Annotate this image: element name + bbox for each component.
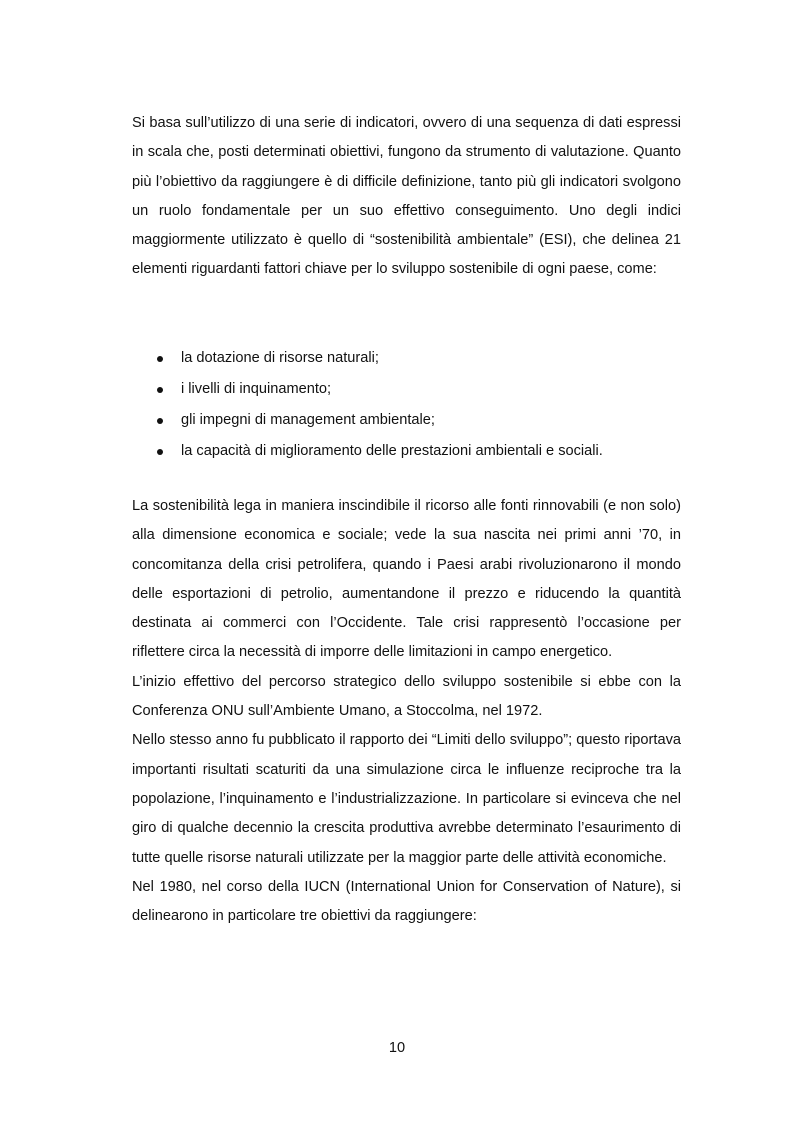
bullet-list: [132, 343, 681, 467]
paragraph: La sostenibilità lega in maniera inscindibile il ricorso alle fonti rinnovabili (e non solo) alla dimensione economica e sociale; vede la sua nascita nei primi anni ’70, in concomitanza della crisi petrolifera, quando i Paesi arabi rivoluzionarono il mondo delle esportazioni di petrolio, aumentandone il prezzo e riducendo la quantità destinata ai commerci con l’Occidente. Tale crisi rappresentò l’occasione per riflettere circa la necessità di imporre delle limitazioni in campo energetico.: [132, 498, 681, 661]
bullet-text: i livelli di inquinamento;: [181, 381, 332, 397]
paragraph: L’inizio effettivo del percorso strategico dello sviluppo sostenibile si ebbe con la Conferenza ONU sull’Ambiente Umano, a Stoccolma, nel 1972.: [132, 673, 681, 720]
paragraph: Si basa sull’utilizzo di una serie di indicatori, ovvero di una sequenza di dati espressi in scala che, posti determinati obiettivi, fungono da strumento di valutazione. Quanto più l’obiettivo da raggiungere è di difficile definizione, tanto più gli indicatori svolgono un ruolo fondamentale per un suo effettivo conseguimento. Uno degli indici maggiormente utilizzato è quello di “sostenibilità ambientale” (ESI), che delinea 21 elementi riguardanti fattori chiave per lo sviluppo sostenibile di ogni paese, come:: [132, 115, 681, 278]
bullet-item: [132, 374, 681, 405]
bullet-text: la capacità di miglioramento delle prestazioni ambientali e sociali.: [181, 443, 603, 459]
intro-paragraph-block: [132, 109, 681, 285]
bullet-icon: [157, 449, 163, 455]
paragraph: Nello stesso anno fu pubblicato il rapporto dei “Limiti dello sviluppo”; questo riportava importanti risultati scaturiti da una simulazione circa le influenze reciproche tra la popolazione, l’inquinamento e l’industrializzazione. In particolare si evinceva che nel giro di qualche decennio la crescita produttiva avrebbe determinato l’esaurimento di tutte quelle risorse naturali utilizzate per la maggior parte delle attività economiche.: [132, 732, 681, 866]
paragraph: Nel 1980, nel corso della IUCN (International Union for Conservation of Nature), si delinearono in particolare tre obiettivi da raggiungere:: [132, 878, 681, 925]
main-paragraph-block: [132, 492, 681, 931]
bullet-item: [132, 405, 681, 436]
bullet-text: gli impegni di management ambientale;: [181, 412, 435, 428]
bullet-icon: [157, 387, 163, 393]
bullet-icon: [157, 418, 163, 424]
bullet-icon: [157, 356, 163, 362]
bullet-text: la dotazione di risorse naturali;: [181, 350, 379, 366]
page-number: 10: [388, 1040, 406, 1056]
bullet-item: [132, 436, 681, 467]
bullet-item: [132, 343, 681, 374]
